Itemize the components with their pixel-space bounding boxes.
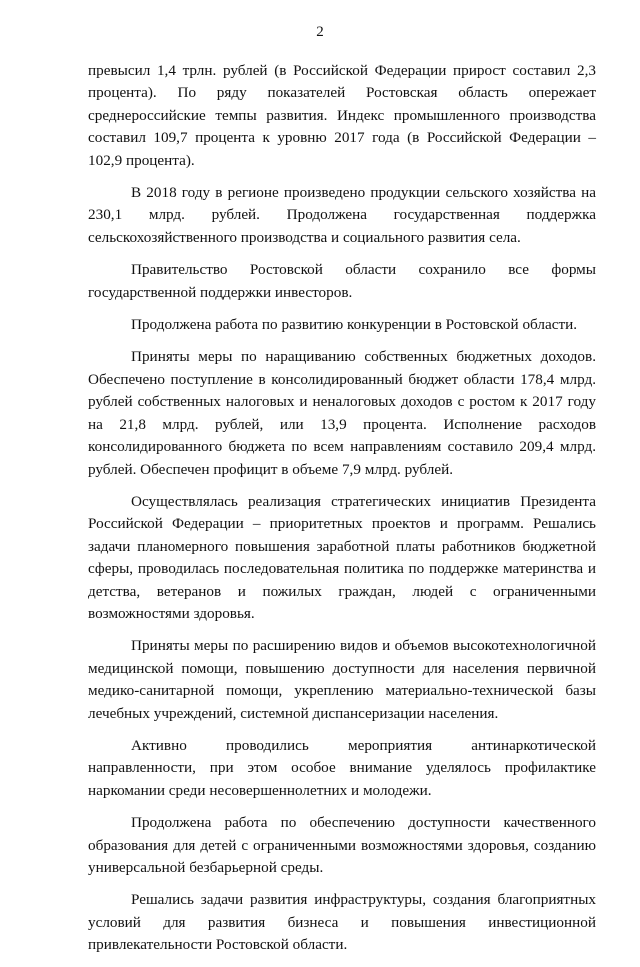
document-body — [88, 60, 596, 967]
paragraph-1: превысил 1,4 трлн. рублей (в Российской Федерации прирост составил 2,3 процента). По ряду показателей Ростовская область опережает среднероссийские темпы развития. Индекс промышленного производства составил 109,7 процента к уровню 2017 года (в Российской Федерации – 102,9 процента). — [88, 62, 596, 169]
paragraph-2: В 2018 году в регионе произведено продукции сельского хозяйства на 230,1 млрд. рублей. Продолжена государственная поддержка сельскохозяйственного производства и социального развития села. — [88, 184, 596, 246]
paragraph-6: Осуществлялась реализация стратегических инициатив Президента Российской Федерации – приоритетных проектов и программ. Решались задачи планомерного повышения заработной платы работников бюджетной сферы, проводилась последовательная политика по поддержке материнства и детства, ветеранов и пожилых граждан, людей с ограниченными возможностями здоровья. — [88, 492, 596, 622]
paragraph-7: Приняты меры по расширению видов и объемов высокотехнологичной медицинской помощи, повышению доступности для населения первичной медико-санитарной помощи, укреплению материально-технической базы лечебных учреждений, системной диспансеризации населения. — [88, 637, 596, 722]
paragraph-8: Активно проводились мероприятия антинаркотической направленности, при этом особое внимание уделялось профилактике наркомании среди несовершеннолетних и молодежи. — [88, 736, 596, 799]
paragraph-5: Приняты меры по наращиванию собственных бюджетных доходов. Обеспечено поступление в консолидированный бюджет области 178,4 млрд. рублей собственных налоговых и неналоговых доходов с ростом к 2017 году на 21,8 млрд. рублей, или 13,9 процента. Исполнение расходов консолидированного бюджета по всем направлениям составило 209,4 млрд. рублей. Обеспечен профицит в объеме 7,9 млрд. рублей. — [88, 348, 596, 478]
paragraph-9: Продолжена работа по обеспечению доступности качественного образования для детей с ограниченными возможностями здоровья, созданию универсальной безбарьерной среды. — [88, 814, 596, 876]
paragraph-10: Решались задачи развития инфраструктуры, создания благоприятных условий для развития бизнеса и повышения инвестиционной привлекательности Ростовской области. — [88, 891, 596, 954]
paragraph-3: Правительство Ростовской области сохранило все формы государственной поддержки инвесторов. — [88, 261, 596, 301]
paragraph-4: Продолжена работа по развитию конкуренции в Ростовской области. — [131, 316, 578, 334]
page-number: 2 — [316, 24, 324, 40]
